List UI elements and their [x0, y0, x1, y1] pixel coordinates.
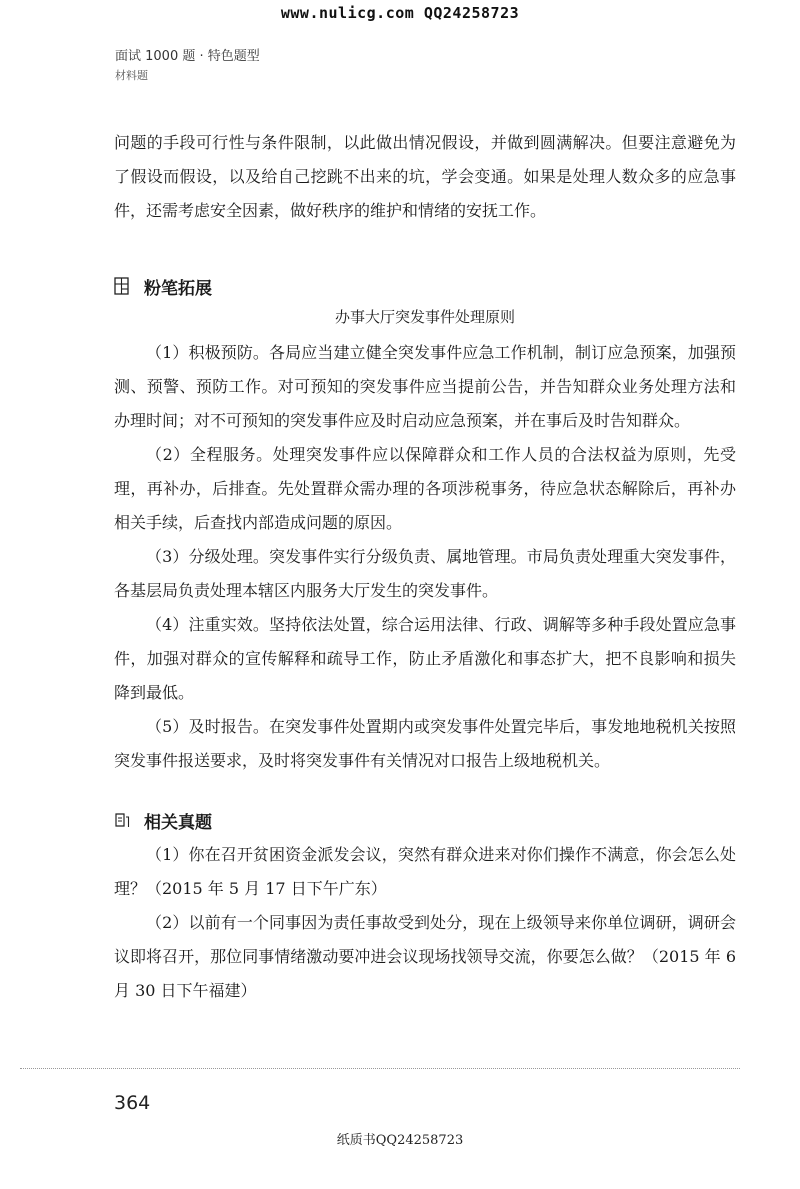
document-icon	[114, 811, 130, 829]
expansion-item: （4）注重实效。坚持依法处置，综合运用法律、行政、调解等多种手段处置应急事件，加强对群众的宣传解释和疏导工作，防止矛盾激化和事态扩大，把不良影响和损失降到最低。	[114, 615, 736, 702]
expansion-item: （5）及时报告。在突发事件处置期内或突发事件处置完毕后，事发地地税机关按照突发事件报送要求，及时将突发事件有关情况对口报告上级地税机关。	[114, 717, 736, 770]
expansion-item: （3）分级处理。突发事件实行分级负责、属地管理。市局负责处理重大突发事件，各基层局负责处理本辖区内服务大厅发生的突发事件。	[114, 547, 736, 600]
page-number: 364	[114, 1092, 151, 1114]
bottom-watermark: 纸质书QQ24258723	[336, 1133, 464, 1148]
page-content	[114, 126, 736, 1008]
running-head	[115, 47, 260, 85]
expansion-heading-label: 粉笔拓展	[144, 278, 212, 299]
related-question: （1）你在召开贫困资金派发会议，突然有群众进来对你们操作不满意，你会怎么处理？（2015 年 5 月 17 日下午广东）	[114, 845, 736, 898]
intro-paragraph: 问题的手段可行性与条件限制，以此做出情况假设，并做到圆满解决。但要注意避免为了假设而假设，以及给自己挖跳不出来的坑，学会变通。如果是处理人数众多的应急事件，还需考虑安全因素，做好秩序的维护和情绪的安抚工作。	[114, 133, 736, 220]
related-question: （2）以前有一个同事因为责任事故受到处分，现在上级领导来你单位调研，调研会议即将召开，那位同事情绪激动要冲进会议现场找领导交流，你要怎么做？（2015 年 6 月 30 日下午福建）	[114, 913, 736, 1000]
expansion-title: 办事大厅突发事件处理原则	[334, 308, 515, 326]
divider-line	[20, 1068, 740, 1070]
related-heading-label: 相关真题	[144, 812, 212, 833]
top-watermark: www.nulicg.com QQ24258723	[280, 4, 520, 22]
section-name: 材料题	[115, 69, 148, 82]
related-heading	[114, 806, 736, 834]
expansion-heading	[114, 272, 736, 300]
grid-box-icon	[114, 277, 130, 295]
expansion-item: （2）全程服务。处理突发事件应以保障群众和工作人员的合法权益为原则，先受理，再补办，后排查。先处置群众需办理的各项涉税事务，待应急状态解除后，再补办相关手续，后查找内部造成问题的原因。	[114, 445, 736, 532]
book-title: 面试 1000 题 · 特色题型	[115, 49, 260, 64]
expansion-item: （1）积极预防。各局应当建立健全突发事件应急工作机制，制订应急预案，加强预测、预警、预防工作。对可预知的突发事件应当提前公告，并告知群众业务处理方法和办理时间；对不可预知的突发事件应及时启动应急预案，并在事后及时告知群众。	[114, 343, 736, 430]
